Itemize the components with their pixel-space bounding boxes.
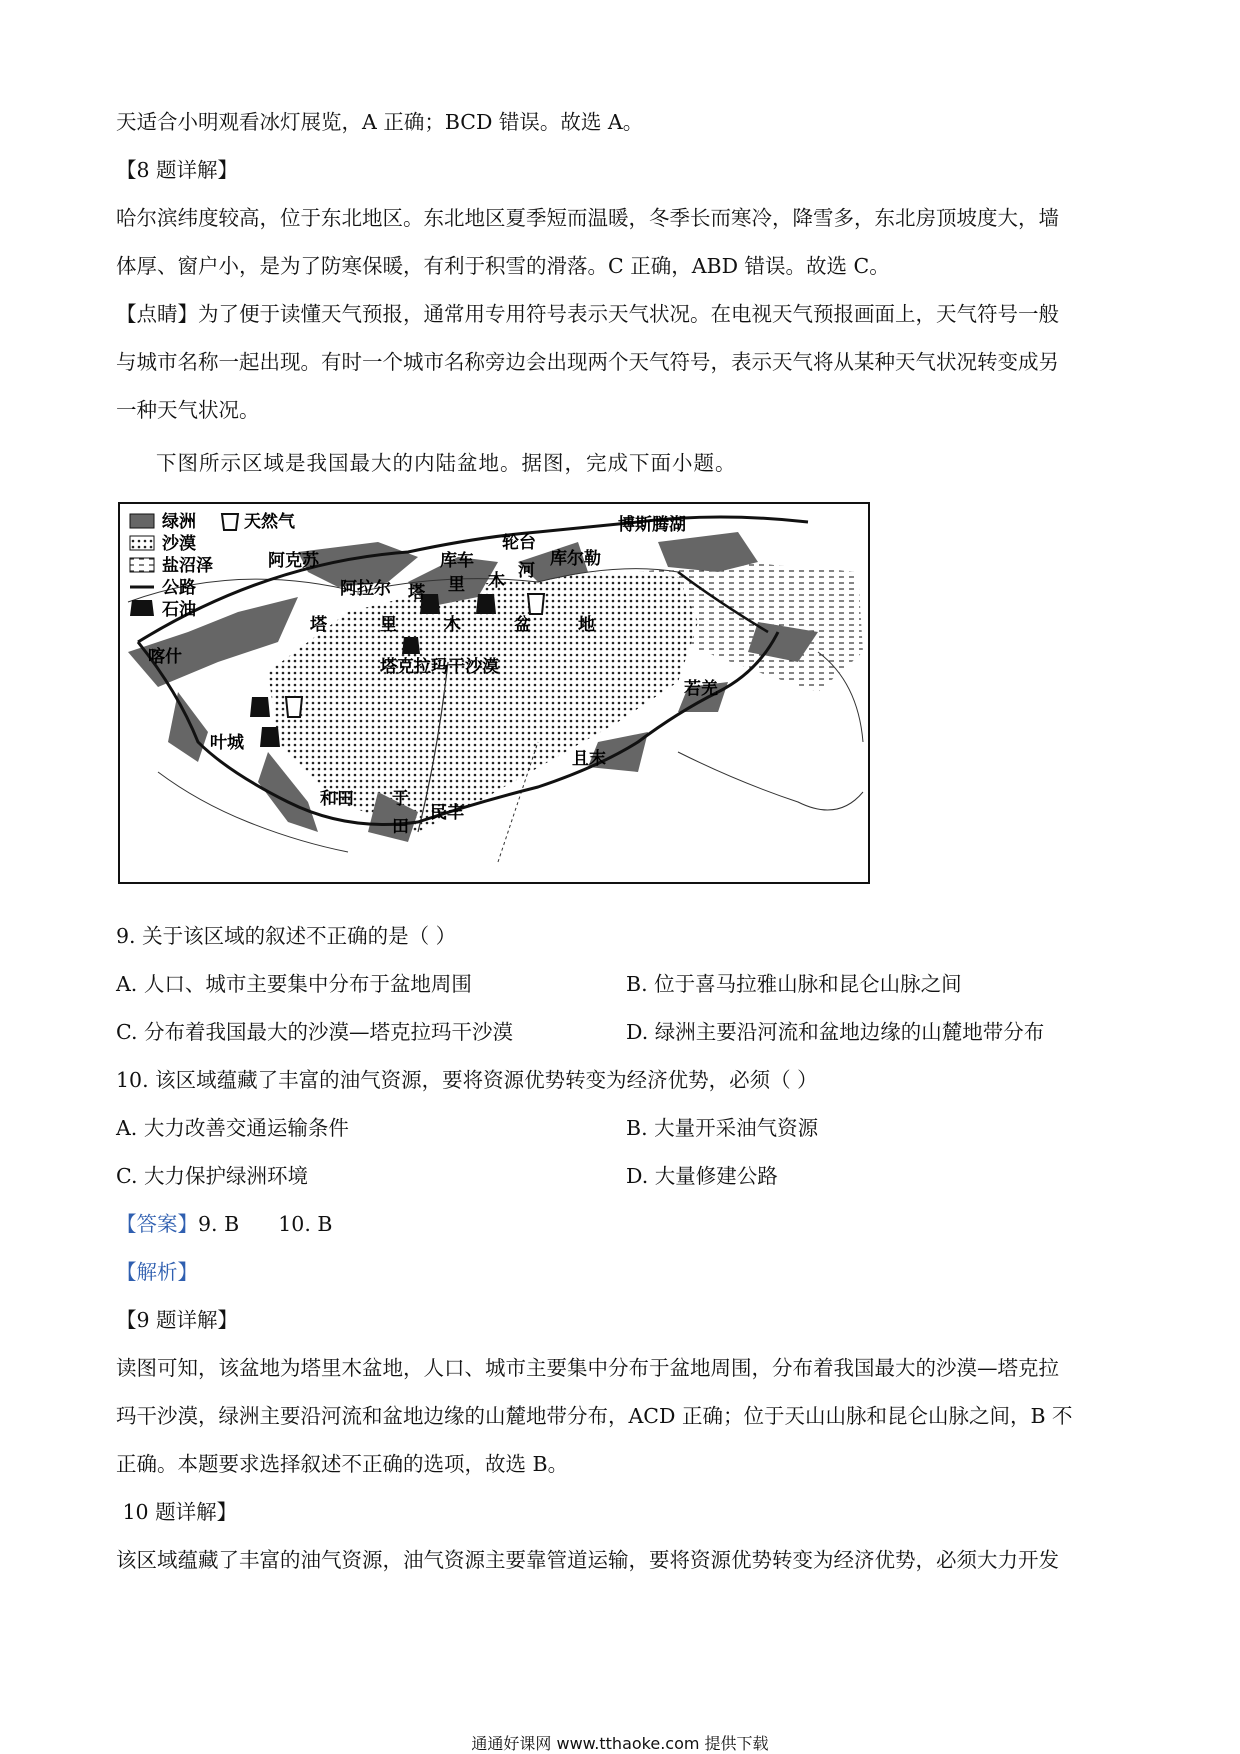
section-heading: 【8 题详解】 <box>116 158 239 182</box>
q10-option-a: A. 大力改善交通运输条件 <box>116 1116 349 1140</box>
label-desert: 塔克拉玛干沙漠 <box>380 657 499 677</box>
question-9-stem: 9. 关于该区域的叙述不正确的是（ ） <box>116 924 457 948</box>
text-line: 哈尔滨纬度较高，位于东北地区。东北地区夏季短而温暖，冬季长而寒冷，降雪多，东北房顶坡度大，墙 <box>116 206 1059 230</box>
label-qiemo: 且末 <box>572 749 606 769</box>
section-heading: 10 题详解】 <box>116 1500 238 1524</box>
label-kuerle: 库尔勒 <box>550 549 601 569</box>
analysis-heading: 【解析】 <box>116 1260 198 1284</box>
oil-icon <box>130 600 154 616</box>
q9-option-c: C. 分布着我国最大的沙漠—塔克拉玛干沙漠 <box>116 1020 513 1044</box>
label-akesu: 阿克苏 <box>268 551 319 571</box>
label-basin: 木 <box>444 615 461 635</box>
text-line <box>116 300 1059 328</box>
label-yecheng: 叶城 <box>210 733 244 753</box>
legend-gas: 天然气 <box>244 512 295 532</box>
legend-oasis: 绿洲 <box>162 512 196 532</box>
label-alaer: 阿拉尔 <box>340 579 391 599</box>
dianjing-text: 为了便于读懂天气预报，通常用专用符号表示天气状况。在电视天气预报画面上，天气符号一般 <box>198 302 1059 326</box>
legend-road: 公路 <box>162 578 196 598</box>
label-river: 塔 <box>408 583 425 603</box>
q10-option-b: B. 大量开采油气资源 <box>626 1116 819 1140</box>
tarim-basin-map <box>118 502 870 884</box>
oil-icon <box>260 727 280 747</box>
label-river: 里 <box>448 575 465 595</box>
answer-text: 9. B 10. B <box>198 1212 333 1236</box>
text-line: 读图可知，该盆地为塔里木盆地，人口、城市主要集中分布于盆地周围，分布着我国最大的沙漠—塔克拉 <box>116 1356 1059 1380</box>
q10-option-d: D. 大量修建公路 <box>626 1164 778 1188</box>
text-line: 一种天气状况。 <box>116 398 260 422</box>
legend-oil: 石油 <box>162 600 196 620</box>
legend-desert: 沙漠 <box>162 534 196 554</box>
text-line: 天适合小明观看冰灯展览，A 正确；BCD 错误。故选 A。 <box>116 110 644 134</box>
text-line: 与城市名称一起出现。有时一个城市名称旁边会出现两个天气符号，表示天气将从某种天气状况转变成另 <box>116 350 1059 374</box>
label-basin: 塔 <box>310 615 327 635</box>
text-line: 体厚、窗户小，是为了防寒保暖，有利于积雪的滑落。C 正确，ABD 错误。故选 C。 <box>116 254 890 278</box>
label-ruoqiang: 若羌 <box>684 679 718 699</box>
oil-icon <box>476 594 496 614</box>
oil-icon <box>250 697 270 717</box>
label-basin: 盆 <box>514 615 531 635</box>
q9-option-b: B. 位于喜马拉雅山脉和昆仑山脉之间 <box>626 972 962 996</box>
q9-option-a: A. 人口、城市主要集中分布于盆地周围 <box>116 972 472 996</box>
label-yutian: 于 <box>392 789 409 809</box>
text-line: 玛干沙漠，绿洲主要沿河流和盆地边缘的山麓地带分布，ACD 正确；位于天山山脉和昆仑山脉之间，B 不 <box>116 1404 1073 1428</box>
legend-oasis-swatch <box>130 514 154 528</box>
section-heading: 【9 题详解】 <box>116 1308 239 1332</box>
label-bosten: 博斯腾湖 <box>618 515 686 535</box>
label-river: 木 <box>488 571 505 591</box>
dianjing-tag: 【点睛】 <box>116 302 198 326</box>
oil-icon <box>402 637 420 654</box>
label-hetian: 和田 <box>320 789 354 809</box>
text-line: 正确。本题要求选择叙述不正确的选项，故选 B。 <box>116 1452 569 1476</box>
gas-icon <box>528 594 544 614</box>
gas-icon <box>222 514 238 530</box>
q9-option-d: D. 绿洲主要沿河流和盆地边缘的山麓地带分布 <box>626 1020 1045 1044</box>
gas-icon <box>286 697 302 717</box>
map-intro: 下图所示区域是我国最大的内陆盆地。据图，完成下面小题。 <box>156 451 737 475</box>
answer-tag: 【答案】 <box>116 1212 198 1236</box>
label-river: 河 <box>518 561 535 581</box>
label-yutian: 田 <box>392 817 409 837</box>
legend-marsh: 盐沼泽 <box>162 556 213 576</box>
page-footer: 通通好课网 www.tthaoke.com 提供下载 <box>471 1734 769 1753</box>
label-kashi: 喀什 <box>148 647 182 667</box>
q10-option-c: C. 大力保护绿洲环境 <box>116 1164 308 1188</box>
label-kuche: 库车 <box>440 551 474 571</box>
question-10-stem: 10. 该区域蕴藏了丰富的油气资源，要将资源优势转变为经济优势，必须（ ） <box>116 1068 818 1092</box>
text-line: 该区域蕴藏了丰富的油气资源，油气资源主要靠管道运输，要将资源优势转变为经济优势，必须大力开发 <box>116 1548 1059 1572</box>
label-luntai: 轮台 <box>502 533 536 553</box>
answer-line <box>116 1210 332 1238</box>
legend-desert-swatch <box>130 536 154 550</box>
label-basin: 地 <box>578 615 595 635</box>
label-basin: 里 <box>380 615 397 635</box>
label-minfeng: 民丰 <box>430 803 464 823</box>
legend-marsh-swatch <box>130 558 154 572</box>
